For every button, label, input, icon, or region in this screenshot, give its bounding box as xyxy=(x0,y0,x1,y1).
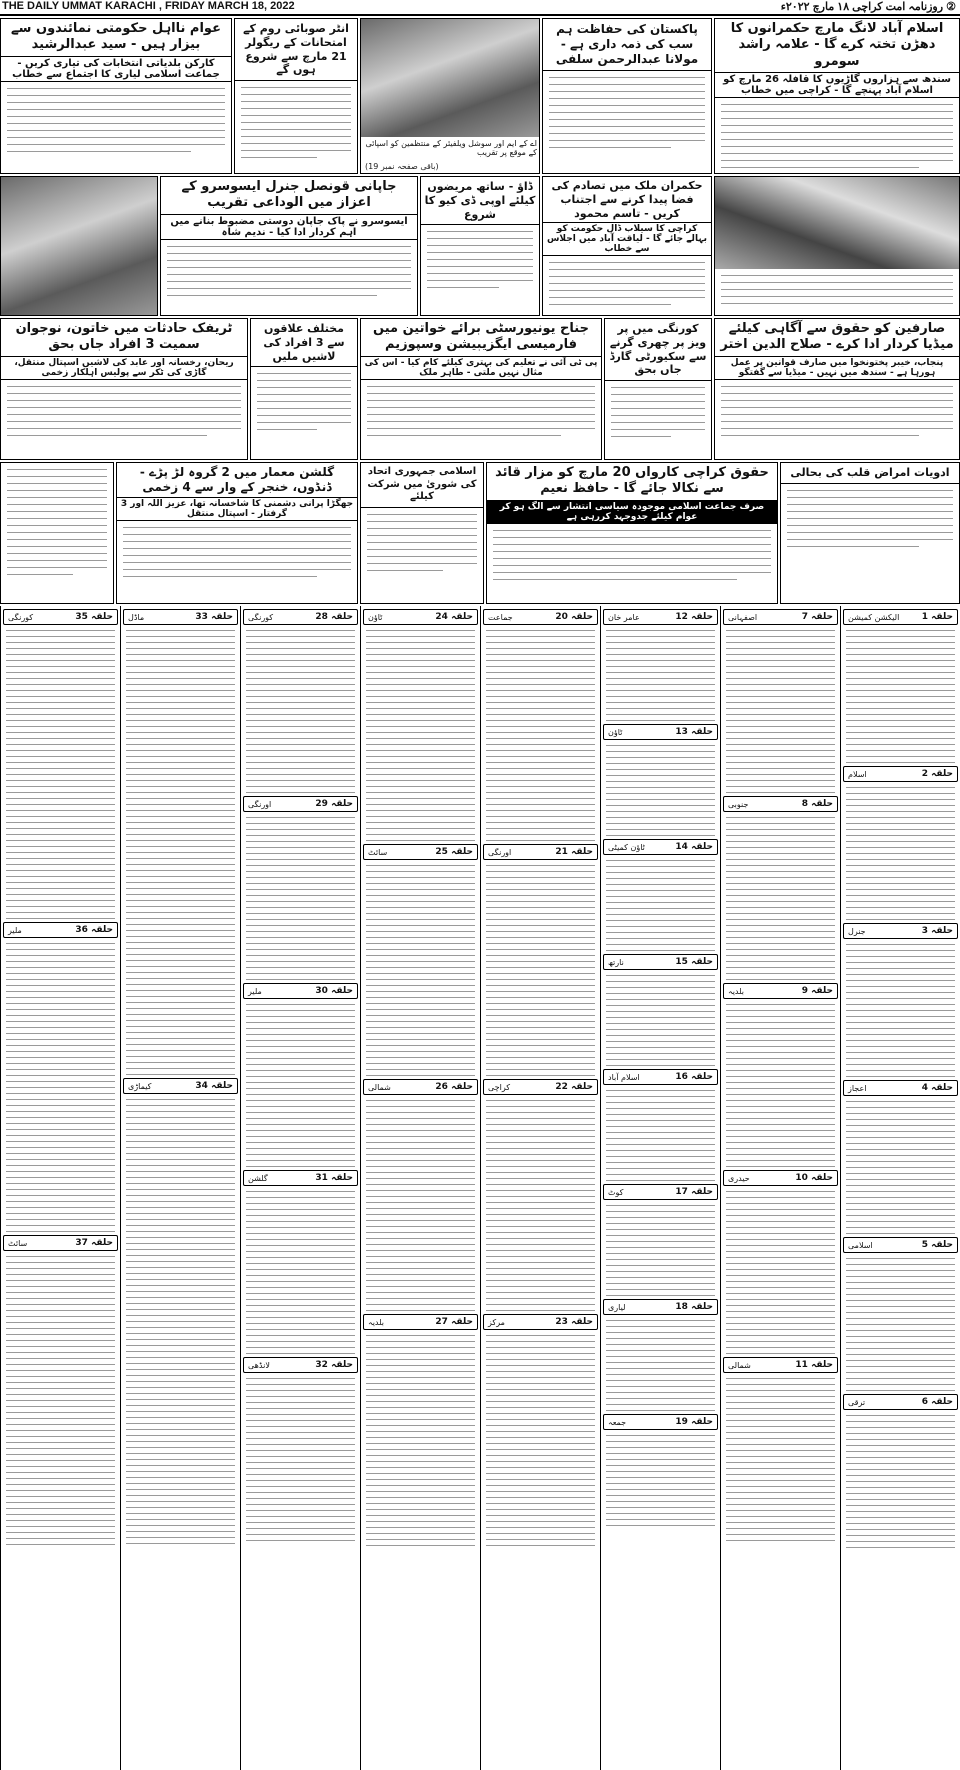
ward-body-text xyxy=(841,1101,960,1234)
story-short-brief xyxy=(0,462,114,604)
ward-header xyxy=(843,609,958,625)
headline: جناح یونیورسٹی برائے خواتین میں فارمیسی ایگزیبیشن وسپوزیم xyxy=(373,321,589,353)
results-column xyxy=(480,606,600,1770)
ward-name: کورنگی xyxy=(248,612,274,622)
ward-number: حلقہ 35 xyxy=(75,612,113,622)
ward-body-text xyxy=(841,787,960,920)
ward-header xyxy=(243,1170,358,1186)
ward-body-text xyxy=(241,1191,360,1354)
ward-number: حلقہ 37 xyxy=(75,1238,113,1248)
ward-body-text xyxy=(121,1099,240,1544)
page-number: ② xyxy=(946,1,956,13)
ward-body-text xyxy=(721,1378,840,1541)
headline: مختلف علاقوں سے 3 افراد کی لاشیں ملیں xyxy=(251,319,357,367)
ward-header xyxy=(603,1299,718,1315)
body-text xyxy=(487,530,777,580)
ward-body-text xyxy=(361,1100,480,1311)
ward-body-text xyxy=(241,817,360,980)
ward-body-text xyxy=(481,865,600,1076)
story-pakistan-safety xyxy=(542,18,712,174)
ward-number: حلقہ 27 xyxy=(435,1317,473,1327)
masthead xyxy=(0,0,960,14)
ward-number: حلقہ 12 xyxy=(675,612,713,622)
ward-number: حلقہ 23 xyxy=(555,1317,593,1327)
news-photo-protest xyxy=(0,176,158,316)
ward-name: حیدری xyxy=(728,1173,750,1183)
ward-name: جماعت xyxy=(488,612,513,622)
ward-header xyxy=(723,609,838,625)
ward-name: اورنگی xyxy=(248,799,272,809)
ward-name: جنرل xyxy=(848,926,866,936)
ward-header xyxy=(723,983,838,999)
ward-body-text xyxy=(241,1378,360,1541)
ward-number: حلقہ 33 xyxy=(195,612,233,622)
results-column xyxy=(0,606,120,1770)
photo-caption: اے کے ایم اور سوشل ویلفیئر کے منتظمین کو اسپائی کے موقع پر تقریب xyxy=(365,139,537,157)
body-text xyxy=(781,490,959,547)
ward-header xyxy=(243,796,358,812)
ward-number: حلقہ 1 xyxy=(921,612,953,622)
masthead-rule xyxy=(0,14,960,16)
ward-number: حلقہ 9 xyxy=(801,986,833,996)
headline: گلشن معمار میں 2 گروہ لڑ پڑے - ڈنڈوں، خنجر کے وار سے 4 زخمی xyxy=(139,465,335,494)
ward-header xyxy=(603,954,718,970)
ward-body-text xyxy=(721,630,840,793)
masthead-urdu xyxy=(781,0,956,13)
ward-name: بلدیہ xyxy=(368,1317,384,1327)
story-long-march xyxy=(714,18,960,174)
ward-name: ٹاؤن xyxy=(608,727,623,737)
story-photo-ceremony xyxy=(360,18,540,174)
ward-header xyxy=(843,766,958,782)
ward-body-text xyxy=(481,1335,600,1546)
ward-body-text xyxy=(601,1320,720,1411)
results-column xyxy=(240,606,360,1770)
ward-name: مرکز xyxy=(488,1317,505,1327)
story-consumers xyxy=(714,318,960,460)
ward-header xyxy=(603,1184,718,1200)
story-alliance-shura xyxy=(360,462,484,604)
ward-body-text xyxy=(601,1205,720,1296)
subheadline: ریحان، رخسانہ اور عابد کی لاشیں اسپتال منتقل، گاڑی کی ٹکر سے پولیس اہلکار زخمی xyxy=(1,356,247,380)
headline: حقوق کراچی کارواں 20 مارچ کو مزار قائد سے نکالا جائے گا - حافظ نعیم xyxy=(495,465,769,497)
ward-header xyxy=(483,609,598,625)
ward-body-text xyxy=(841,1258,960,1391)
ward-number: حلقہ 26 xyxy=(435,1082,473,1092)
ward-name: ٹاؤن xyxy=(368,612,383,622)
ward-number: حلقہ 29 xyxy=(315,799,353,809)
ward-number: حلقہ 6 xyxy=(921,1397,953,1407)
story-dow-opd xyxy=(420,176,540,316)
ward-body-text xyxy=(241,630,360,793)
results-column xyxy=(840,606,960,1770)
ward-number: حلقہ 5 xyxy=(921,1240,953,1250)
ward-name: لانڈھی xyxy=(248,1360,270,1370)
ward-body-text xyxy=(241,1004,360,1167)
headline: ڈاؤ - ساتھ مریضوں کیلئے اوپی ڈی کیو کا شروع xyxy=(421,177,539,225)
subheadline: ایسوسرو نے پاک جاپان دوستی مضبوط بنانے میں اہم کردار ادا کیا - ندیم شاہ xyxy=(161,214,417,240)
ward-body-text xyxy=(481,1100,600,1311)
ward-header xyxy=(723,1357,838,1373)
headline: پاکستان کی حفاظت ہم سب کی ذمہ داری ہے - مولانا عبدالرحمن سلفی xyxy=(543,19,711,71)
ward-header xyxy=(843,1237,958,1253)
ward-header xyxy=(603,839,718,855)
ward-number: حلقہ 18 xyxy=(675,1302,713,1312)
ward-number: حلقہ 8 xyxy=(801,799,833,809)
subheadline: سندھ سے ہزاروں گاڑیوں کا قافلہ 26 مارچ کو اسلام آباد پہنچے گا - کراچی میں خطاب xyxy=(715,72,959,98)
ward-header xyxy=(603,1069,718,1085)
body-text xyxy=(1,386,247,436)
story-japan-consul xyxy=(160,176,418,316)
ward-header xyxy=(483,1314,598,1330)
subheadline: پنجاب، خیبر پختونخوا میں صارف قوانین پر عمل ہورہا ہے - سندھ میں نہیں - میڈیا سے گفتگو xyxy=(715,356,959,380)
ward-number: حلقہ 17 xyxy=(675,1187,713,1197)
headline: ادویات امراض قلب کی بحالی xyxy=(781,463,959,484)
ward-name: سائٹ xyxy=(8,1238,28,1248)
ward-name: اورنگی xyxy=(488,847,512,857)
masthead-urdu-text: روزنامہ امت کراچی ۱۸ مارچ ۲۰۲۲ء xyxy=(780,1,944,13)
ward-header xyxy=(123,1078,238,1094)
ward-name: شمالی xyxy=(368,1082,391,1092)
story-photo-event xyxy=(714,176,960,316)
ward-number: حلقہ 14 xyxy=(675,842,713,852)
ward-body-text xyxy=(1,943,120,1232)
body-text xyxy=(421,231,539,288)
story-jinnah-university xyxy=(360,318,602,460)
ward-body-text xyxy=(601,745,720,836)
ward-number: حلقہ 16 xyxy=(675,1072,713,1082)
ward-name: جمعہ xyxy=(608,1417,627,1427)
ward-number: حلقہ 19 xyxy=(675,1417,713,1427)
ward-name: ملیر xyxy=(248,986,262,996)
ward-name: ترقی xyxy=(848,1397,866,1407)
ward-header xyxy=(843,1394,958,1410)
headline: اسلامی جمہوری اتحاد کی شوریٰ میں شرکت کیلئے xyxy=(361,463,483,508)
ward-body-text xyxy=(361,865,480,1076)
ward-header xyxy=(723,1170,838,1186)
subheadline: صرف جماعت اسلامی موجودہ سیاسی انتشار سے الگ ہو کر عوام کیلئے جدوجہد کررہی ہے xyxy=(487,500,777,524)
ward-name: کوٹ xyxy=(608,1187,624,1197)
story-heart-patients xyxy=(780,462,960,604)
ward-name: کورنگی xyxy=(8,612,34,622)
ward-header xyxy=(363,1079,478,1095)
ward-number: حلقہ 25 xyxy=(435,847,473,857)
ward-number: حلقہ 24 xyxy=(435,612,473,622)
ward-header xyxy=(603,609,718,625)
results-column xyxy=(720,606,840,1770)
ward-number: حلقہ 7 xyxy=(801,612,833,622)
ward-body-text xyxy=(1,630,120,919)
ward-body-text xyxy=(841,944,960,1077)
ward-header xyxy=(243,983,358,999)
ward-number: حلقہ 30 xyxy=(315,986,353,996)
ward-header xyxy=(603,1414,718,1430)
body-text xyxy=(251,373,357,430)
ward-number: حلقہ 11 xyxy=(795,1360,833,1370)
ward-name: ماڈل xyxy=(128,612,145,622)
body-text xyxy=(1,88,231,152)
story-traffic-accidents xyxy=(0,318,248,460)
ward-name: اسلامی xyxy=(848,1240,873,1250)
ward-body-text xyxy=(841,630,960,763)
headline: صارفین کو حقوق سے آگاہی کیلئے میڈیا کردار ادا کرے - صلاح الدین اختر xyxy=(720,321,954,353)
ward-number: حلقہ 4 xyxy=(921,1083,953,1093)
ward-name: نارتھ xyxy=(608,957,624,967)
body-text xyxy=(715,275,959,304)
ward-body-text xyxy=(121,630,240,1075)
ward-number: حلقہ 10 xyxy=(795,1173,833,1183)
ward-header xyxy=(3,922,118,938)
ward-header xyxy=(243,609,358,625)
body-text xyxy=(715,104,959,168)
ward-number: حلقہ 32 xyxy=(315,1360,353,1370)
ward-name: اسلام آباد xyxy=(608,1072,640,1082)
headline: اسلام آباد لانگ مارچ حکمرانوں کا دھڑن تختہ کرے گا - علامہ راشد سومرو xyxy=(730,21,944,69)
continued: (باقی صفحہ نمبر 19) xyxy=(365,162,439,171)
body-text xyxy=(117,527,357,577)
ward-name: لیاری xyxy=(608,1302,626,1312)
ward-body-text xyxy=(721,1004,840,1167)
headline: عوام نااہل حکومتی نمائندوں سے بیزار ہیں - سید عبدالرشید xyxy=(11,21,221,53)
ward-number: حلقہ 2 xyxy=(921,769,953,779)
ward-name: اعجاز xyxy=(848,1083,867,1093)
news-photo xyxy=(361,19,539,137)
subheadline: کارکن بلدیاتی انتخابات کی تیاری کریں - جماعت اسلامی لیاری کا اجتماع سے خطاب xyxy=(1,56,231,82)
ward-name: بلدیہ xyxy=(728,986,744,996)
masthead-english: THE DAILY UMMAT KARACHI , FRIDAY MARCH 18, 2022 xyxy=(2,0,295,12)
ward-header xyxy=(363,844,478,860)
ward-header xyxy=(483,844,598,860)
body-text xyxy=(543,77,711,148)
ward-number: حلقہ 15 xyxy=(675,957,713,967)
story-korangi-guard xyxy=(604,318,712,460)
ward-header xyxy=(843,1080,958,1096)
ward-number: حلقہ 3 xyxy=(921,926,953,936)
ward-name: اصفہانی xyxy=(728,612,758,622)
ward-body-text xyxy=(721,1191,840,1354)
ward-header xyxy=(363,1314,478,1330)
ward-number: حلقہ 21 xyxy=(555,847,593,857)
results-column xyxy=(360,606,480,1770)
body-text xyxy=(715,386,959,436)
ward-header xyxy=(843,923,958,939)
ward-number: حلقہ 36 xyxy=(75,925,113,935)
body-text xyxy=(605,387,711,437)
ward-body-text xyxy=(361,1335,480,1546)
story-bodies-found xyxy=(250,318,358,460)
ward-body-text xyxy=(721,817,840,980)
story-exams xyxy=(234,18,358,174)
body-text xyxy=(1,469,113,575)
headline: ٹریفک حادثات میں خاتون، نوجوان سمیت 3 افراد جاں بحق xyxy=(15,321,233,353)
ward-name: شمالی xyxy=(728,1360,751,1370)
ward-header xyxy=(363,609,478,625)
headline: کورنگی میں پر ویز پر چھری گرنے سے سکیورٹی گارڈ جاں بحق xyxy=(605,319,711,381)
ward-name: ٹاؤن کمیٹی xyxy=(608,842,645,852)
subheadline: پی ٹی آئی نے تعلیم کی بہتری کیلئے کام کیا - اس کی مثال نہیں ملتی - طاہر ملک xyxy=(361,356,601,380)
news-photo xyxy=(715,177,959,269)
ward-name: کراچی xyxy=(488,1082,511,1092)
ward-number: حلقہ 31 xyxy=(315,1173,353,1183)
ward-body-text xyxy=(841,1415,960,1548)
ward-header xyxy=(483,1079,598,1095)
ward-name: اسلام xyxy=(848,769,867,779)
ward-number: حلقہ 20 xyxy=(555,612,593,622)
story-abdul-rasheed xyxy=(0,18,232,174)
body-text xyxy=(543,262,711,305)
ward-body-text xyxy=(601,975,720,1066)
ward-name: ملیر xyxy=(8,925,22,935)
ward-header xyxy=(243,1357,358,1373)
ward-header xyxy=(3,1235,118,1251)
ward-name: سائٹ xyxy=(368,847,388,857)
story-clash-warning xyxy=(542,176,712,316)
ward-number: حلقہ 34 xyxy=(195,1081,233,1091)
ward-number: حلقہ 13 xyxy=(675,727,713,737)
ward-body-text xyxy=(481,630,600,841)
ward-name: گلشن xyxy=(248,1173,268,1183)
headline: حکمران ملک میں تصادم کی فضا پیدا کرنے سے اجتناب کریں - تاسم محمود xyxy=(551,179,703,220)
ward-body-text xyxy=(601,1090,720,1181)
ward-body-text xyxy=(601,630,720,721)
results-column xyxy=(600,606,720,1770)
ward-body-text xyxy=(601,1435,720,1526)
ward-body-text xyxy=(1,1256,120,1545)
ward-header xyxy=(3,609,118,625)
headline: جاپانی قونصل جنرل ایسوسرو کے اعزاز میں الوداعی تقریب xyxy=(181,179,397,211)
ward-header xyxy=(603,724,718,740)
subheadline: جھگڑا پرانی دشمنی کا شاخسانہ تھا، عزیز اللہ اور 3 گرفتار - اسپتال منتقل xyxy=(117,497,357,521)
body-text xyxy=(235,87,357,158)
story-gulshan-maymar xyxy=(116,462,358,604)
ward-number: حلقہ 22 xyxy=(555,1082,593,1092)
story-karachi-caravan xyxy=(486,462,778,604)
headline: انٹر صوبائی روم کے امتحانات کے ریگولر 21 مارچ سے شروع ہوں گے xyxy=(235,19,357,81)
ward-name: کیماڑی xyxy=(128,1081,152,1091)
ward-body-text xyxy=(601,860,720,951)
body-text xyxy=(161,246,417,296)
ward-name: جنوبی xyxy=(728,799,749,809)
body-text xyxy=(361,514,483,571)
ward-header xyxy=(123,609,238,625)
ward-body-text xyxy=(361,630,480,841)
body-text xyxy=(361,386,601,436)
results-column xyxy=(120,606,240,1770)
ward-name: عامر خان xyxy=(608,612,640,622)
ward-name: الیکشن کمیشن xyxy=(848,612,900,622)
subheadline: کراچی کا سیلاب ڈال حکومت کو بہالے جائے گا - لیاقت آباد میں اجلاس سے خطاب xyxy=(543,222,711,256)
ward-number: حلقہ 28 xyxy=(315,612,353,622)
ward-header xyxy=(723,796,838,812)
